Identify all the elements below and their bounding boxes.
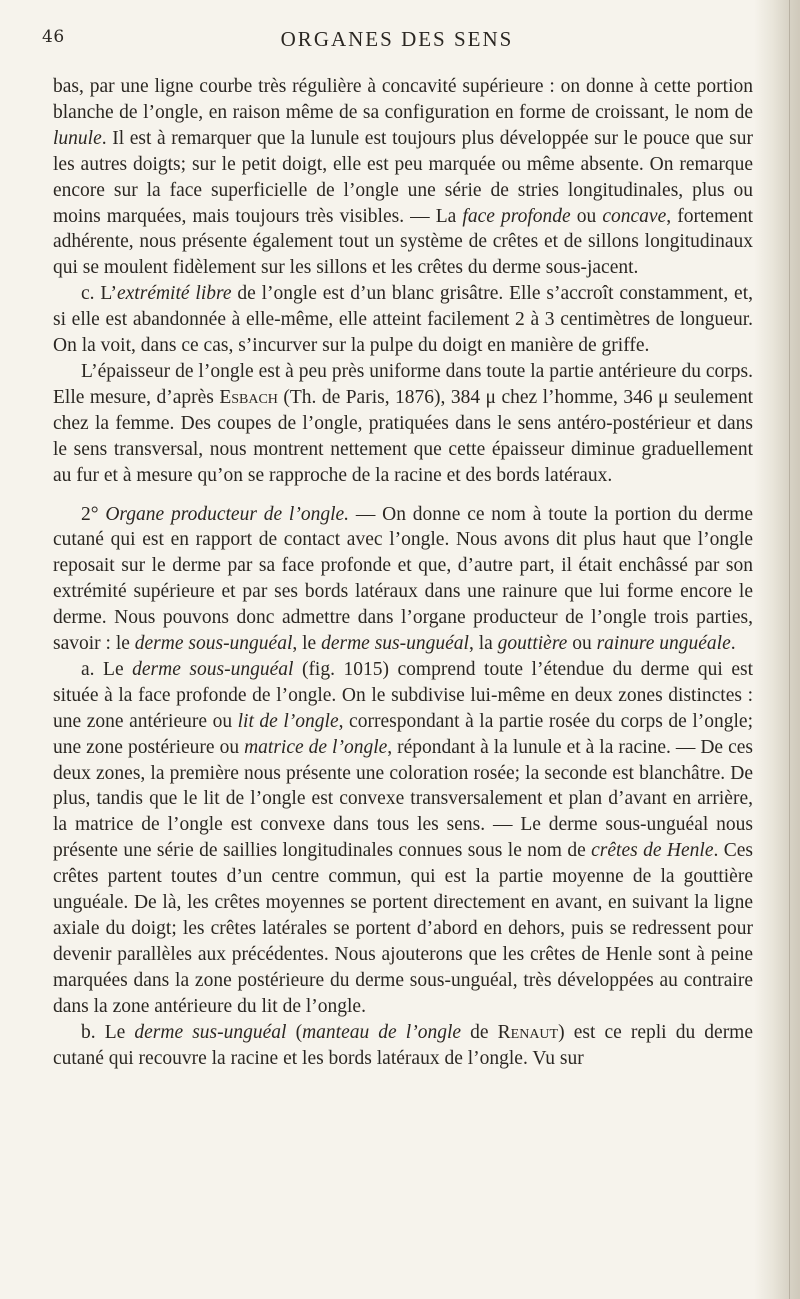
body-text [53,74,753,1071]
term-derme-sous-ungueal-2: derme sous-unguéal [132,658,294,680]
paragraph-extremite-libre: c. L’extrémité libre de l’ongle est d’un blanc grisâtre. Elle s’accroît constamment, et, si elle est abandonnée à elle-même, elle atteint facilement 2 à 3 centimètres de longueur. On la voit, dans ce cas, s’incurver sur la pulpe du doigt en manière de griffe. [53,283,753,357]
running-title: ORGANES DES SENS [280,27,514,51]
term-lit-de-l-ongle: lit de l’ongle [237,710,339,732]
page-header [42,27,752,57]
term-extremite-libre: extrémité libre [117,283,232,305]
term-manteau-de-l-ongle: manteau de l’ongle [302,1021,462,1043]
page-edge-shadow [754,0,800,1299]
paragraph-epaisseur: L’épaisseur de l’ongle est à peu près uniforme dans toute la partie antérieure du corps. Elle mesure, d’après Esbach (Th. de Paris, 1876), 384 μ chez l’homme, 346 μ seulement chez la femme. Des coupes de l’ongle, pratiquées dans le sens antéro-postérieur et dans le sens transversal, nous montrent nettement que cette épaisseur diminue graduellement au fur et à mesure qu’on se rapproche de la racine et des bords latéraux. [53,360,753,486]
term-cretes-de-henle: crêtes de Henle [591,840,714,862]
paragraph-derme-sus-ungueal: b. Le derme sus-unguéal (manteau de l’ongle de Renaut) est ce repli du derme cutané qui recouvre la racine et les bords latéraux de l’ongle. Vu sur [53,1021,754,1069]
paragraph-derme-sous-ungueal: a. Le derme sous-unguéal (fig. 1015) comprend toute l’étendue du derme qui est située à la face profonde de l’ongle. On le subdivise lui-même en deux zones distinctes : une zone antérieure ou lit de l’ongle, correspondant à la partie rosée du corps de l’ongle; une zone postérieure ou matrice de l’ongle, répondant à la lunule et à la racine. — De ces deux zones, la première nous présente une coloration rosée; la seconde est blanchâtre. De plus, tandis que le lit de l’ongle est convexe transversalement et plan d’avant en arrière, la matrice de l’ongle est convexe dans tous les sens. — Le derme sous-unguéal nous présente une série de saillies longitudinales connues sous le nom de crêtes de Henle. Ces crêtes partent toutes d’un centre commun, qui est la partie moyenne de la gouttière unguéale. De là, les crêtes moyennes se portent directement en avant, en suivant la ligne axiale du doigt; les crêtes latérales se portent d’abord en dehors, puis se redressent pour devenir parallèles aux précédentes. Nous ajouterons que les crêtes de Henle sont à peine marquées dans la zone postérieure du derme sous-unguéal, très développées au contraire dans la zone antérieure du lit de l’ongle. [53,658,754,1017]
paragraph-lunule: bas, par une ligne courbe très régulière à concavité supérieure : on donne à cette portion blanche de l’ongle, en raison même de sa configuration en forme de croissant, le nom de lunule. Il est à remarquer que la lunule est toujours plus développée sur le pouce que sur les autres doigts; sur le petit doigt, elle est peu marquée ou même absente. On remarque encore sur la face superficielle de l’ongle une série de stries longitudinales, plus ou moins marquées, mais toujours très visibles. — La face profonde ou concave, fortement adhérente, nous présente également tout un système de crêtes et de sillons longitudinaux qui se moulent fidèlement sur les sillons et les crêtes du derme sous-jacent. [53,76,753,279]
term-matrice-de-l-ongle: matrice de l’ongle [244,736,388,758]
term-derme-sus-ungueal-2: derme sus-unguéal [134,1021,287,1043]
term-concave: concave [602,205,667,227]
author-renaut: Renaut [497,1021,559,1043]
term-gouttiere: gouttière [497,633,568,655]
page-number: 46 [42,27,65,47]
term-rainure-ungueale: rainure unguéale [596,633,731,655]
term-derme-sus-ungueal: derme sus-unguéal [321,633,469,655]
term-face-profonde: face profonde [462,205,571,227]
term-derme-sous-ungueal: derme sous-unguéal [134,633,293,655]
paragraph-organe-producteur: 2° Organe producteur de l’ongle. — On donne ce nom à toute la portion du derme cutané qui est en rapport de contact avec l’ongle. Nous avons dit plus haut que l’ongle reposait sur le derme par sa face profonde et que, d’autre part, il était enchâssé par son extrémité supérieure et par ses bords latéraux dans une rainure que lui forme encore le derme. Nous pouvons donc admettre dans l’organe producteur de l’ongle trois parties, savoir : le derme sous-unguéal, le derme sus-unguéal, la gouttière ou rainure unguéale. [53,503,753,655]
section-heading-organe-producteur: Organe producteur de l’ongle. [105,503,350,525]
author-esbach: Esbach [219,386,278,408]
term-lunule: lunule [53,127,102,149]
